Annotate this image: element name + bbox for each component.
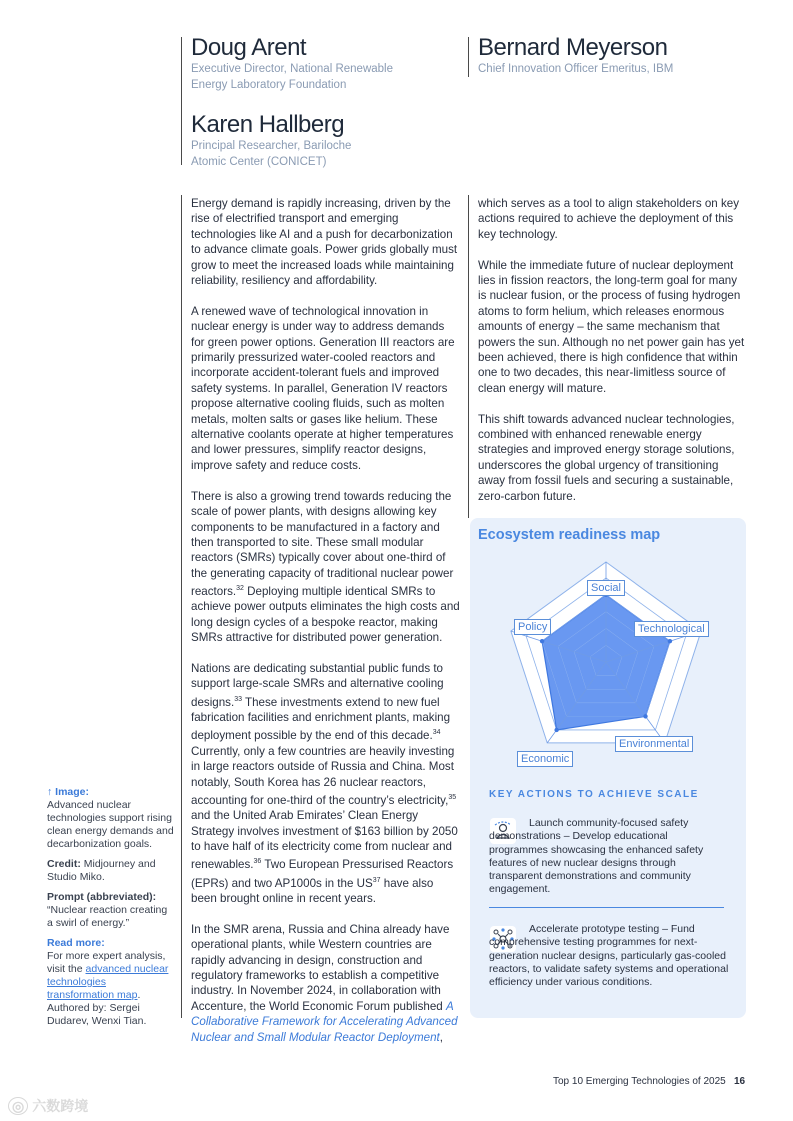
author-role: Energy Laboratory Foundation	[191, 79, 347, 91]
axis-label-policy: Policy	[514, 619, 551, 635]
radar-data-point	[668, 639, 672, 643]
prompt-heading: Prompt (abbreviated):	[47, 891, 157, 903]
author-block-3	[191, 112, 461, 170]
footnote-ref[interactable]: 37	[372, 876, 381, 884]
image-caption: Advanced nuclear technologies support rising clean energy demands and decarbonization goals.	[47, 799, 174, 850]
author-role: Principal Researcher, Bariloche	[191, 140, 352, 152]
author-role: Chief Innovation Officer Emeritus, IBM	[478, 63, 674, 75]
paragraph: While the immediate future of nuclear deployment lies in fission reactors, the long-term goal for many is nuclear fusion, or the process of fusing hydrogen atoms to form helium, which releases enormous amounts of energy – the same mechanism that powers the sun. Although no net power gain has yet been achieved, there is high confidence that within one to two decades, this near-limitless source of clean energy will mature.	[478, 258, 745, 395]
framework-link[interactable]: A Collaborative Framework for Accelerating Advanced Nuclear and Small Modular Reactor Deployment	[191, 999, 458, 1044]
paragraph: which serves as a tool to align stakeholders on key actions required to achieve the deployment of this key technology.	[478, 197, 740, 241]
footnote-ref[interactable]: 35	[448, 793, 457, 801]
author-name: Bernard Meyerson	[478, 34, 668, 61]
credit-note: Credit: Midjourney and Studio Miko.	[47, 858, 156, 883]
author-block-1	[191, 35, 461, 93]
paragraph: There is also a growing trend towards reducing the scale of power plants, with designs allowing key components to be manufactured in a factory and then transported to site. These small modular reactors (SMRs) typically cover about one-third of the generating capacity of traditional nuclear power reactors.$^{32}$ Deploying multiple identical SMRs to achieve power outputs eliminates the high costs and long design cycles of a bespoke reactor, making SMRs attractive for distributed power generation.	[191, 489, 460, 645]
radar-data-point	[643, 714, 647, 718]
author-role: Executive Director, National Renewable	[191, 63, 393, 75]
article-left-column	[191, 196, 461, 1060]
key-actions-heading: KEY ACTIONS TO ACHIEVE SCALE	[489, 789, 699, 800]
footnote-ref[interactable]: 33	[234, 695, 242, 703]
image-sidenote	[47, 786, 175, 1028]
radar-data-point	[554, 728, 558, 732]
paragraph: Nations are dedicating substantial public funds to support large-scale SMRs and alternative cooling designs.$^{33}$ These investments extend to new fuel fabrication facilities and enrichment plants, making deployment possible by the end of this decade.$^{34}$ Currently, only a few countries are heavily investing in large reactors outside of Russia and China. Most notably, South Korea has 26 nuclear reactors, accounting for one-third of the country’s electricity,$^{35}$ and the United Arab Emirates’ Clean Energy Strategy involves investment of $163 billion by 2050 to have half of its electricity come from nuclear and renewables.$^{36}$ Two European Pressurised Reactors (EPRs) and two AP1000s in the US$^{37}$ have also been brought online in recent years.	[191, 662, 458, 905]
axis-label-environmental: Environmental	[615, 736, 693, 752]
action-item-1: Launch community-focused safety demonstrations – Develop educational programmes showcasing the enhanced safety features of new nuclear designs through transparent demonstrations and community engagement.	[489, 817, 704, 896]
paragraph: This shift towards advanced nuclear technologies, combined with enhanced renewable energy strategies and improved energy storage solutions, underscores the global urgency of transitioning away from fossil fuels and securing a sustainable, zero-carbon future.	[478, 412, 735, 503]
author-role: Atomic Center (CONICET)	[191, 156, 327, 168]
read-more-text: For more expert analysis, visit the advanced nuclear technologies transformation map. Authored by: Sergei Dudarev, Wenxi Tian.	[47, 950, 169, 1027]
paragraph: Energy demand is rapidly increasing, driven by the rise of electrified transport and emerging technologies like AI and a push for decarbonization to advance climate goals. Power grids globally must grow to meet the increased loads while maintaining reliability, resiliency and affordability.	[191, 197, 458, 288]
author-name: Doug Arent	[191, 34, 307, 61]
paragraph: A renewed wave of technological innovation in nuclear energy is under way to address demands for green power options. Generation III reactors are primarily pressurized water-cooled reactors and incorporate accident-tolerant fuels and improved safety systems. In parallel, Generation IV reactors propose alternative cooling fluids, such as molten metals, molten salts or gases like helium. These alternative coolants operate at higher temperatures and lower pressures, simplify reactor designs, improve safety and reduce costs.	[191, 304, 455, 472]
transformation-map-link[interactable]: advanced nuclear technologies transformation map	[47, 963, 169, 1001]
prompt-text: “Nuclear reaction creating a swirl of energy.”	[47, 904, 168, 929]
action-item-2: Accelerate prototype testing – Fund comprehensive testing programmes for next-generation nuclear designs, particularly gas-cooled reactors, to validate safety systems and operational efficiency under various conditions.	[489, 923, 729, 989]
image-heading: ↑ Image:	[47, 786, 90, 798]
watermark-logo: ◎ 六数跨境	[8, 1096, 88, 1116]
ecosystem-panel	[470, 518, 746, 1018]
author-name: Karen Hallberg	[191, 111, 345, 138]
panel-title: Ecosystem readiness map	[478, 527, 661, 543]
article-right-column	[478, 196, 746, 519]
paragraph: In the SMR arena, Russia and China already have operational plants, while Western countries are rapidly advancing in design, construction and regulatory frameworks to establish a competitive industry. In November 2024, in collaboration with Accenture, the World Economic Forum published A Collaborative Framework for Accelerating Advanced Nuclear and Small Modular Reactor Deployment,	[191, 922, 458, 1044]
author-block-2	[478, 35, 758, 77]
footnote-ref[interactable]: 32	[236, 585, 244, 593]
page-number: 16	[734, 1076, 746, 1087]
footer-title: Top 10 Emerging Technologies of 2025	[553, 1076, 726, 1087]
watermark-icon: ◎	[8, 1097, 28, 1115]
footnote-ref[interactable]: 34	[432, 729, 441, 737]
axis-label-social: Social	[587, 580, 625, 596]
divider	[489, 907, 724, 908]
axis-label-economic: Economic	[517, 751, 573, 767]
radar-data-point	[540, 639, 544, 643]
read-more-heading: Read more:	[47, 937, 105, 949]
footnote-ref[interactable]: 36	[253, 858, 262, 866]
axis-label-technological: Technological	[634, 621, 709, 637]
